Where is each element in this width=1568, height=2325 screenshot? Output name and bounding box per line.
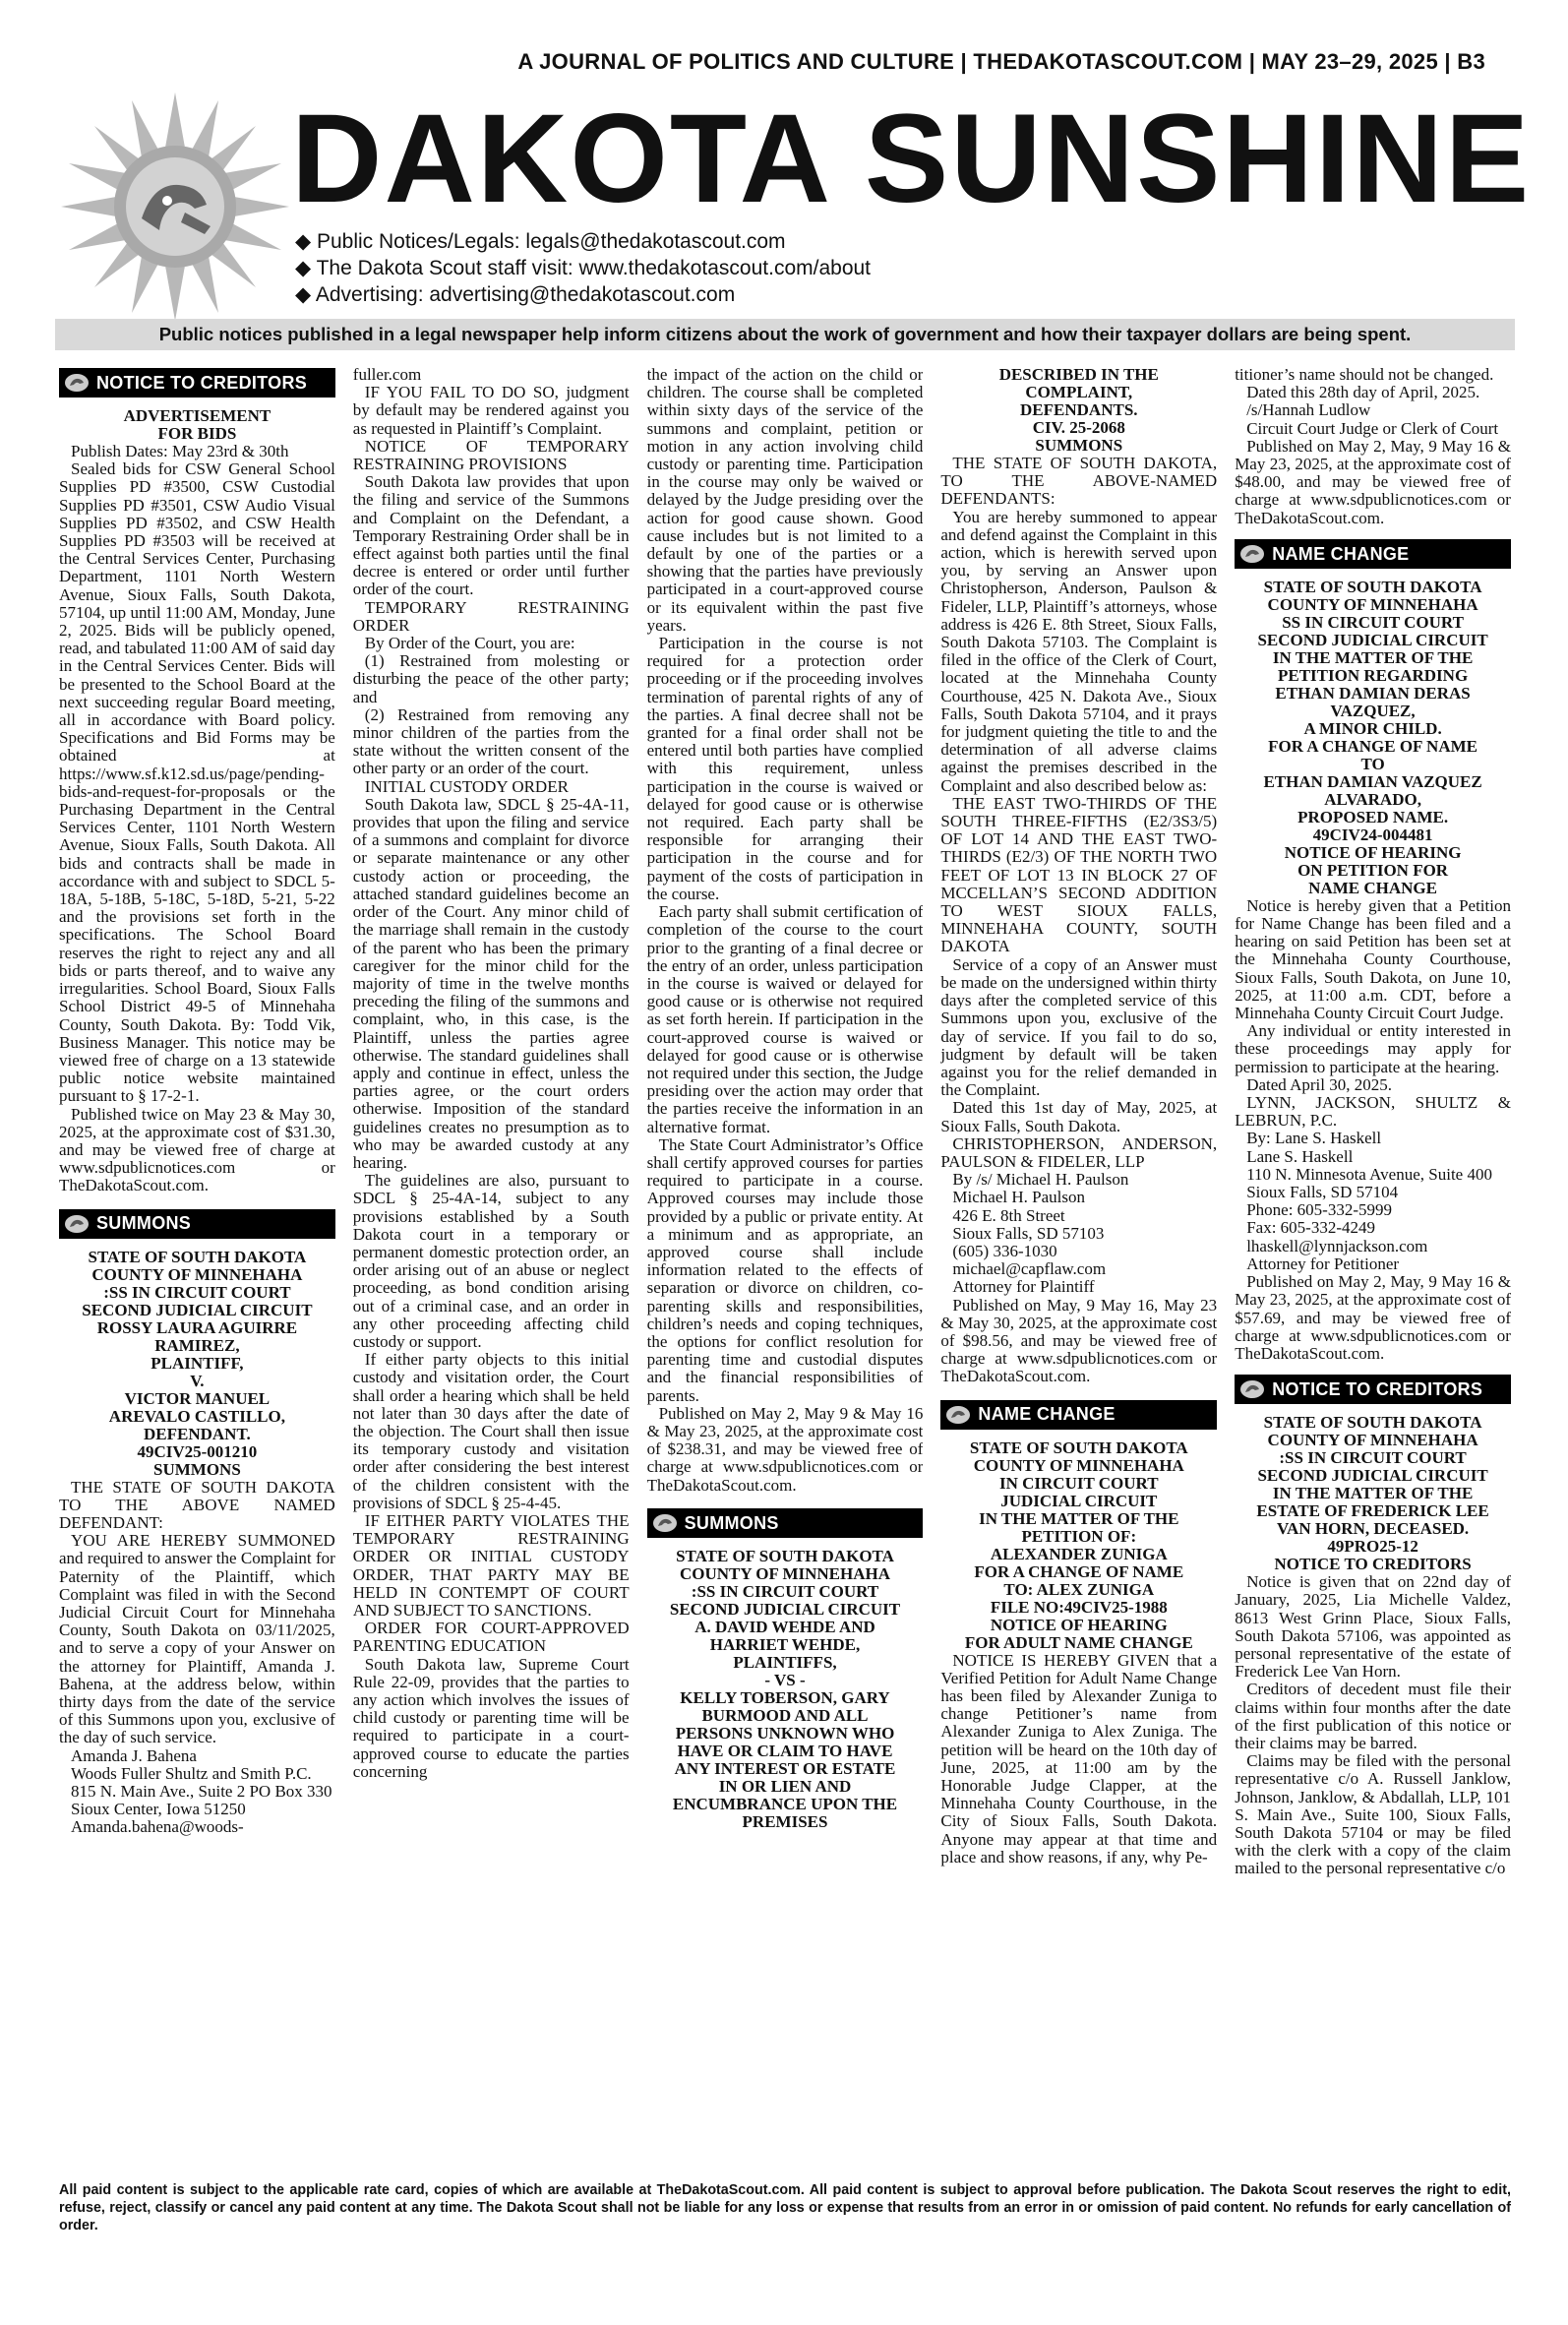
caption-line: SUMMONS xyxy=(153,1459,241,1479)
caption-line: VICTOR MANUEL xyxy=(124,1388,271,1408)
section-header-summons xyxy=(59,1209,335,1239)
notice-paragraph: By /s/ Michael H. Paulson xyxy=(952,1170,1129,1190)
scout-badge-icon xyxy=(651,1512,679,1534)
caption-line: NOTICE OF HEARING xyxy=(990,1615,1168,1634)
notice-paragraph: Dated April 30, 2025. xyxy=(1246,1074,1392,1094)
caption-line: PERSONS UNKNOWN WHO xyxy=(675,1723,895,1743)
caption-line: SECOND JUDICIAL CIRCUIT xyxy=(1257,630,1488,649)
page-topline: A JOURNAL OF POLITICS AND CULTURE | THEDAKOTASCOUT.COM | MAY 23–29, 2025 | B3 xyxy=(517,49,1485,74)
notice-paragraph: Service of a copy of an Answer must be made on the undersigned within thirty days after the completed service of this Summons upon you, exclusive of the day of service. If you fail to do so, judgment by default will be taken against you for the relief demanded in the Complaint. xyxy=(940,954,1218,1100)
caption-line: COUNTY OF MINNEHAHA xyxy=(973,1455,1184,1475)
notice-paragraph: Michael H. Paulson xyxy=(952,1188,1085,1207)
section-header-name-change xyxy=(1235,539,1511,569)
notice-paragraph: THE EAST TWO-THIRDS OF THE SOUTH THREE-FIFTHS (E2/3S3/5) OF LOT 14 AND THE EAST TWO-THIRDS (E2/3) OF THE NORTH TWO FEET OF LOT 13 IN BLOCK 27 OF MCCELLAN’S SECOND ADDITION TO WEST SIOUX FALLS, MINNEHAHA COUNTY, SOUTH DAKOTA xyxy=(940,793,1218,956)
notice-paragraph: The guidelines are also, pursuant to SDCL § 25-4A-14, subject to any provisions established by a South Dakota court in a temporary or permanent domestic protection order, an order arising out of an abuse or neglect proceeding, as bond condition arising out of a criminal case, and an order in any other proceeding affecting child custody or support. xyxy=(352,1171,630,1351)
notice-paragraph: Sealed bids for CSW General School Supplies PD #3500, CSW Custodial Supplies PD #3501, CSW Audio Visual Supplies PD #3502, and CSW Health Supplies PD #3503 will be received at the Central Services Center, Purchasing Department, 1101 North Western Avenue, Sioux Falls, South Dakota, 57104, up until 11:00 AM, Monday, June 2, 2025. Bids will be publicly opened, read, and tabulated 11:00 AM of said day in the Central Services Center. Bids will be presented to the School Board at the next succeeding regular Board meeting, all in accordance with Board policy. Specifications and Bid Forms may be obtained at https://www.sf.k12.sd.us/page/pending-bids-and-request-for-proposals or the Purchasing Department in the Central Services Center, 1101 North Western Avenue, Sioux Falls, South Dakota. All bids and contracts shall be made in accordance with and subject to SDCL 5-18A, 5-18B, 5-18C, 5-18D, 5-21, 5-22 and the provisions set forth in the specifications. The School Board reserves the right to reject any and all bids or parts thereof, and to waive any irregularities. School Board, Sioux Falls School District 49-5 of Minnehaha County, South Dakota. By: Todd Vik, Business Manager. This notice may be viewed free of charge on a 13 statewide public notice website maintained pursuant to § 17-2-1. xyxy=(59,459,335,1106)
caption-line: ALEXANDER ZUNIGA xyxy=(990,1544,1168,1563)
section-header-name-change xyxy=(940,1400,1217,1430)
caption-line: SS IN CIRCUIT COURT xyxy=(1282,612,1464,632)
caption-line: 49CIV25-001210 xyxy=(137,1441,258,1461)
notice-paragraph: By Order of the Court, you are: xyxy=(364,634,575,653)
notice-paragraph: titioner’s name should not be changed. xyxy=(1235,366,1494,384)
contact-legals[interactable]: ◆ Public Notices/Legals: legals@thedakotascout.com xyxy=(295,230,786,253)
notice-paragraph: TEMPORARY RESTRAINING ORDER xyxy=(352,597,630,635)
notice-paragraph: ORDER FOR COURT-APPROVED PARENTING EDUCATION xyxy=(352,1619,630,1656)
caption-line: FILE NO:49CIV25-1988 xyxy=(990,1597,1168,1617)
scout-badge-icon xyxy=(944,1404,972,1426)
caption-line: SECOND JUDICIAL CIRCUIT xyxy=(1257,1466,1488,1486)
caption-line: NOTICE TO CREDITORS xyxy=(1274,1555,1472,1574)
column-3 xyxy=(647,366,924,2174)
caption-line: JUDICIAL CIRCUIT xyxy=(1000,1491,1158,1510)
scout-badge-icon xyxy=(1238,1378,1266,1400)
caption-line: V. xyxy=(190,1371,205,1390)
notice-paragraph: Lane S. Haskell xyxy=(1246,1146,1354,1166)
notice-paragraph: INITIAL CUSTODY ORDER xyxy=(364,776,569,796)
caption-line: PLAINTIFFS, xyxy=(733,1652,837,1672)
caption-line: 49CIV24-004481 xyxy=(1312,825,1433,844)
bid-title-line: FOR BIDS xyxy=(157,424,237,443)
caption-line: - VS - xyxy=(764,1670,806,1689)
scout-badge-icon xyxy=(63,1213,90,1235)
notice-paragraph: Participation in the course is not required for a protection order proceeding or if the proceeding involves termination of parental rights of any of the parties. A final decree shall not be granted for a final order shall not be entered until both parties have complied with this requirement, unless participation in the course is waived or delayed for good cause or is otherwise not required. Each party shall be responsible for arranging their participation in the course and for payment of the costs of participation in the course. xyxy=(646,634,924,903)
caption-line: ENCUMBRANCE UPON THE xyxy=(672,1794,898,1813)
notice-paragraph: THE STATE OF SOUTH DAKOTA TO THE ABOVE NAMED DEFENDANT: xyxy=(59,1477,335,1532)
notice-paragraph: Notice is hereby given that a Petition for Name Change has been filed and a hearing on said Petition has been set at the Minnehaha County Courthouse, Sioux Falls, South Dakota, on June 10, 2025, at 11:00 a.m. CDT, before a Minnehaha County Circuit Court Judge. xyxy=(1235,895,1511,1023)
notice-paragraph: The State Court Administrator’s Office shall certify approved courses for parties required to participate in a course. Approved courses may include those provided by a public or private entity. At a minimum and as appropriate, an approved course shall include information related to the effects of separation or divorce on children, co-parenting skills and responsibilities, children’s needs and coping techniques, the options for conflict resolution for parenting time and custodial disputes and the financial responsibilities of parents. xyxy=(646,1134,924,1405)
section-label: NOTICE TO CREDITORS xyxy=(96,372,308,393)
caption-line: KELLY TOBERSON, GARY xyxy=(680,1687,890,1707)
notice-paragraph: Phone: 605-332-5999 xyxy=(1246,1200,1392,1220)
bid-title-line: ADVERTISEMENT xyxy=(123,406,271,425)
column-1 xyxy=(59,366,335,2174)
caption-line: SECOND JUDICIAL CIRCUIT xyxy=(669,1599,901,1619)
caption-line: HARRIET WEHDE, xyxy=(709,1634,861,1654)
notice-paragraph: Sioux Falls, SD 57103 xyxy=(952,1223,1105,1243)
section-header-notice-to-creditors xyxy=(59,368,335,398)
notice-paragraph: 815 N. Main Ave., Suite 2 PO Box 330 xyxy=(71,1781,332,1801)
contact-list xyxy=(295,228,871,308)
section-label: NAME CHANGE xyxy=(978,1404,1116,1425)
notice-paragraph: michael@capflaw.com xyxy=(952,1259,1107,1279)
notice-paragraph: Dated this 1st day of May, 2025, at Sioux Falls, South Dakota. xyxy=(940,1098,1218,1135)
notice-paragraph: (1) Restrained from molesting or disturbing the peace of the other party; and xyxy=(352,651,630,706)
caption-line: PLAINTIFF, xyxy=(151,1353,244,1373)
notice-paragraph: lhaskell@lynnjackson.com xyxy=(1246,1236,1428,1255)
caption-line: COUNTY OF MINNEHAHA xyxy=(1267,1431,1478,1450)
notice-paragraph: (2) Restrained from removing any minor children of the parties from the state without the written consent of the other party or an order of the court. xyxy=(352,704,630,778)
notice-paragraph: Each party shall submit certification of completion of the course to the court prior to the granting of a final decree or the entry of an order, unless participation in the course is waived or delayed for good cause or is otherwise not required as set forth herein. If participation in the court-approved course is waived or delayed for good cause or is otherwise not required under this section, the Judge presiding over the action may order that the parties receive the information in an alternative format. xyxy=(646,902,924,1136)
caption-line: IN CIRCUIT COURT xyxy=(999,1473,1159,1493)
notice-paragraph: LYNN, JACKSON, SHULTZ & LEBRUN, P.C. xyxy=(1235,1093,1511,1131)
notice-paragraph: Amanda J. Bahena xyxy=(71,1745,197,1765)
notice-paragraph: Published on May 2, May, 9 May 16 & May 23, 2025, at the approximate cost of $57.69, and may be viewed free of charge at www.sdpublicnotices.com or TheDakotaScout.com. xyxy=(1235,1272,1511,1363)
notice-paragraph: Attorney for Plaintiff xyxy=(952,1277,1095,1297)
section-header-notice-to-creditors xyxy=(1235,1375,1511,1404)
caption-line: AREVALO CASTILLO, xyxy=(108,1406,285,1426)
caption-line: NOTICE OF HEARING xyxy=(1284,842,1462,862)
caption-line: 49PRO25-12 xyxy=(1327,1537,1418,1557)
notice-paragraph: 110 N. Minnesota Avenue, Suite 400 xyxy=(1246,1164,1492,1184)
section-header-summons xyxy=(647,1508,924,1538)
column-5 xyxy=(1235,366,1511,2174)
caption-line: :SS IN CIRCUIT COURT xyxy=(1279,1448,1467,1468)
caption-line: DEFENDANTS. xyxy=(1020,400,1138,419)
notice-paragraph: Circuit Court Judge or Clerk of Court xyxy=(1246,418,1499,438)
notice-paragraph: NOTICE IS HEREBY GIVEN that a Verified Petition for Adult Name Change has been filed by Alexander Zuniga to change Petitioner’s name from Alexander Zuniga to Alex Zuniga. The petition will be heard on the 10th day of June, 2025, at 11:00 am by the Honorable Judge Clapper, at the Minnehaha County Courthouse, in the City of Sioux Falls, South Dakota. Anyone may appear at that time and place and show reasons, if any, why Pe- xyxy=(940,1650,1218,1866)
caption-line: ON PETITION FOR xyxy=(1297,860,1449,880)
caption-line: IN THE MATTER OF THE xyxy=(1272,647,1474,667)
caption-line: VAZQUEZ, xyxy=(1330,701,1416,720)
caption-line: PREMISES xyxy=(742,1811,828,1831)
caption-line: ROSSY LAURA AGUIRRE xyxy=(96,1317,298,1337)
caption-line: SUMMONS xyxy=(1035,436,1123,455)
caption-line: A MINOR CHILD. xyxy=(1303,718,1442,738)
section-label: SUMMONS xyxy=(684,1512,779,1533)
notice-paragraph: 426 E. 8th Street xyxy=(952,1205,1065,1225)
section-label: NOTICE TO CREDITORS xyxy=(1272,1379,1483,1399)
caption-line: NAME CHANGE xyxy=(1308,878,1437,897)
caption-line: :SS IN CIRCUIT COURT xyxy=(691,1581,879,1601)
notice-paragraph: Sioux Center, Iowa 51250 xyxy=(71,1800,246,1819)
notice-paragraph: Dated this 28th day of April, 2025. xyxy=(1246,383,1480,402)
paid-content-disclaimer: All paid content is subject to the applicable rate card, copies of which are available at TheDakotaScout.com. All paid content is subject to approval before publication. The Dakota Scout reserves the right to edit, refuse, reject, classify or cancel any paid content at any time. The Dakota Scout shall not be liable for any loss or expense that results from an error in or omission of paid content. No refunds for early cancellation of order. xyxy=(59,2182,1511,2233)
caption-line: STATE OF SOUTH DAKOTA xyxy=(88,1247,307,1266)
caption-line: TO: ALEX ZUNIGA xyxy=(1003,1579,1155,1599)
notice-paragraph: the impact of the action on the child or children. The course shall be completed within sixty days of the service of the summons and complaint, petition or motion in any action involving child custody or parenting time. Participation in the course may only be waived or delayed by the Judge presiding over the action for good cause shown. Good cause includes but is not limited to a default by one of the parties or a showing that the parties have previously participated in a court-approved course or its equivalent within the past five years. xyxy=(646,366,924,635)
caption-line: FOR A CHANGE OF NAME xyxy=(1268,736,1478,756)
caption-line: IN THE MATTER OF THE xyxy=(1272,1484,1474,1503)
caption-line: TO xyxy=(1360,754,1385,773)
notice-paragraph: South Dakota law, Supreme Court Rule 22-09, provides that the parties to any action which involves the issues of child custody or parenting time will be required to participate in a court-approved course to educate the parties concerning xyxy=(352,1654,630,1781)
notice-paragraph: (605) 336-1030 xyxy=(952,1241,1057,1260)
notice-paragraph: Notice is given that on 22nd day of January, 2025, Lia Michelle Valdez, 8613 West Grinn Place, Sioux Falls, South Dakota 57106, was appointed as personal representative of the estate of Frederick Lee Van Horn. xyxy=(1235,1572,1511,1682)
caption-line: RAMIREZ, xyxy=(154,1335,240,1355)
caption-line: :SS IN CIRCUIT COURT xyxy=(103,1282,291,1302)
scout-badge-icon xyxy=(63,372,90,394)
column-2 xyxy=(353,366,630,2174)
notice-paragraph: Published on May 2, May 9 & May 16 & May 23, 2025, at the approximate cost of $238.31, and may be viewed free of charge at www.sdpublicnotices.com or TheDakotaScout.com. xyxy=(646,1403,924,1495)
sun-logo-icon xyxy=(57,89,293,325)
notice-paragraph: Any individual or entity interested in these proceedings may apply for permission to participate at the hearing. xyxy=(1235,1021,1511,1076)
caption-line: COUNTY OF MINNEHAHA xyxy=(679,1563,891,1583)
section-label: SUMMONS xyxy=(96,1213,192,1234)
caption-line: STATE OF SOUTH DAKOTA xyxy=(1263,577,1482,596)
notice-paragraph: Published twice on May 23 & May 30, 2025, at the approximate cost of $31.30, and may be viewed free of charge at www.sdpublicnotices.com or TheDakotaScout.com. xyxy=(59,1104,335,1195)
caption-line: HAVE OR CLAIM TO HAVE xyxy=(677,1741,893,1760)
notice-paragraph: If either party objects to this initial custody and visitation order, the Court shall order a hearing which shall be held not later than 30 days after the date of the objection. The Court shall then issue its temporary custody and visitation order after considering the best interest of the children consistent with the provisions of SDCL § 25-4-45. xyxy=(352,1350,630,1512)
scout-badge-icon xyxy=(1238,543,1266,565)
notice-paragraph: Published on May 2, May, 9 May 16 & May 23, 2025, at the approximate cost of $48.00, and may be viewed free of charge at www.sdpublicnotices.com or TheDakotaScout.com. xyxy=(1235,436,1511,527)
notice-paragraph: You are hereby summoned to appear and defend against the Complaint in this action, which is herewith served upon you, by serving an Answer upon Christopherson, Anderson, Paulson & Fideler, LLP, Plaintiff’s attorneys, whose address is 426 E. 8th Street, Sioux Falls, South Dakota 57103. The Complaint is filed in the office of the Clerk of Court, located at the Minnehaha County Courthouse, 425 N. Dakota Ave., Sioux Falls, South Dakota 57104, and it prays for judgment quieting the title to and the determination of all adverse claims against the premises described in the Complaint and also described below as: xyxy=(940,507,1218,795)
caption-line: FOR A CHANGE OF NAME xyxy=(974,1561,1184,1581)
notice-paragraph: Published on May, 9 May 16, May 23 & May 30, 2025, at the approximate cost of $98.56, and may be viewed free of charge at www.sdpublicnotices.com or TheDakotaScout.com. xyxy=(940,1295,1218,1386)
caption-line: ALVARADO, xyxy=(1324,789,1421,809)
notice-columns xyxy=(59,366,1511,2174)
notice-paragraph: Woods Fuller Shultz and Smith P.C. xyxy=(71,1763,312,1783)
notice-paragraph: South Dakota law, SDCL § 25-4A-11, provides that upon the filing and service of a summons and complaint for divorce or separate maintenance or any other custody action or proceeding, the attached standard guidelines become an order of the Court. Any minor child of the marriage shall remain in the custody of the parent who has been the primary caregiver for the minor child for the majority of time in the twelve months preceding the filing of the summons and complaint, who, in this case, is the Plaintiff, unless the parties agree otherwise. The standard guidelines shall apply and continue in effect, unless the parties agree, or the court orders otherwise. Imposition of the standard guidelines creates no presumption as to who may be awarded custody at any hearing. xyxy=(352,794,630,1172)
caption-line: VAN HORN, DECEASED. xyxy=(1276,1519,1470,1539)
caption-line: DEFENDANT. xyxy=(144,1424,251,1443)
notice-paragraph: Claims may be filed with the personal representative c/o A. Russell Janklow, Johnson, Janklow, & Abdallah, LLP, 101 S. Main Ave., Suite 100, Sioux Falls, South Dakota 57104 or may be filed with the clerk with a copy of the claim mailed to the personal representative c/o xyxy=(1235,1751,1511,1878)
notice-paragraph: South Dakota law provides that upon the filing and service of the Summons and Complaint on the Defendant, a Temporary Restraining Order shall be in effect against both parties until the final decree is entered or order until further order of the court. xyxy=(352,472,630,599)
caption-line: PROPOSED NAME. xyxy=(1297,807,1449,826)
caption-line: PETITION OF: xyxy=(1021,1526,1137,1546)
public-notice-banner: Public notices published in a legal newspaper help inform citizens about the work of government and how their taxpayer dollars are being spent. xyxy=(55,319,1515,350)
column-4 xyxy=(940,366,1217,2174)
contact-staff[interactable]: ◆ The Dakota Scout staff visit: www.thedakotascout.com/about xyxy=(295,257,872,279)
notice-paragraph: /s/Hannah Ludlow xyxy=(1246,400,1371,420)
notice-paragraph: Sioux Falls, SD 57104 xyxy=(1246,1183,1399,1202)
notice-paragraph: Publish Dates: May 23rd & 30th xyxy=(71,442,289,460)
notice-paragraph: Amanda.bahena@woods- xyxy=(71,1817,244,1837)
caption-line: COUNTY OF MINNEHAHA xyxy=(91,1264,303,1284)
caption-line: SECOND JUDICIAL CIRCUIT xyxy=(82,1300,313,1319)
caption-line: BURMOOD AND ALL xyxy=(701,1705,869,1725)
caption-line: IN THE MATTER OF THE xyxy=(979,1508,1179,1528)
notice-paragraph: By: Lane S. Haskell xyxy=(1246,1129,1382,1148)
caption-line: PETITION REGARDING xyxy=(1278,665,1469,685)
notice-paragraph: Fax: 605-332-4249 xyxy=(1246,1218,1375,1238)
caption-line: COMPLAINT, xyxy=(1025,383,1133,401)
notice-paragraph: IF EITHER PARTY VIOLATES THE TEMPORARY RESTRAINING ORDER OR INITIAL CUSTODY ORDER, THAT PARTY MAY BE HELD IN CONTEMPT OF COURT AND SUBJECT TO SANCTIONS. xyxy=(352,1511,630,1621)
caption-line: ANY INTEREST OR ESTATE xyxy=(674,1758,896,1778)
caption-line: COUNTY OF MINNEHAHA xyxy=(1267,594,1478,614)
notice-paragraph: fuller.com xyxy=(352,366,422,384)
caption-line: ETHAN DAMIAN VAZQUEZ xyxy=(1263,771,1482,791)
caption-line: CIV. 25-2068 xyxy=(1032,418,1125,437)
notice-paragraph: CHRISTOPHERSON, ANDERSON, PAULSON & FIDELER, LLP xyxy=(940,1133,1218,1171)
caption-line: DESCRIBED IN THE xyxy=(998,366,1159,384)
caption-line: FOR ADULT NAME CHANGE xyxy=(964,1632,1193,1652)
caption-line: STATE OF SOUTH DAKOTA xyxy=(1263,1413,1482,1433)
caption-line: ESTATE OF FREDERICK LEE xyxy=(1256,1501,1489,1521)
caption-line: ETHAN DAMIAN DERAS xyxy=(1275,683,1471,703)
caption-line: STATE OF SOUTH DAKOTA xyxy=(676,1546,894,1565)
section-label: NAME CHANGE xyxy=(1272,543,1410,564)
caption-line: STATE OF SOUTH DAKOTA xyxy=(969,1438,1188,1457)
contact-advertising[interactable]: ◆ Advertising: advertising@thedakotascout.com xyxy=(295,283,736,306)
masthead-title: DAKOTA SUNSHINE xyxy=(291,89,1532,229)
notice-paragraph: YOU ARE HEREBY SUMMONED and required to answer the Complaint for Paternity of the Plaintiff, which Complaint was filed in with the Second Judicial Circuit Court for Minnehaha County, South Dakota on 03/11/2025, and to serve a copy of your Answer on the attorney for Plaintiff, Amanda J. Bahena, at the address below, within thirty days from the date of the service of this Summons upon you, exclusive of the day of such service. xyxy=(59,1531,335,1747)
notice-paragraph: NOTICE OF TEMPORARY RESTRAINING PROVISIONS xyxy=(352,436,630,474)
notice-paragraph: Attorney for Petitioner xyxy=(1246,1254,1400,1273)
notice-paragraph: THE STATE OF SOUTH DAKOTA, TO THE ABOVE-NAMED DEFENDANTS: xyxy=(940,454,1218,509)
caption-line: IN OR LIEN AND xyxy=(718,1776,852,1796)
notice-paragraph: IF YOU FAIL TO DO SO, judgment by default may be rendered against you as requested in Plaintiff’s Complaint. xyxy=(352,383,630,438)
notice-paragraph: Creditors of decedent must file their claims within four months after the date of the first publication of this notice or their claims may be barred. xyxy=(1235,1680,1511,1752)
caption-line: A. DAVID WEHDE AND xyxy=(694,1617,875,1636)
